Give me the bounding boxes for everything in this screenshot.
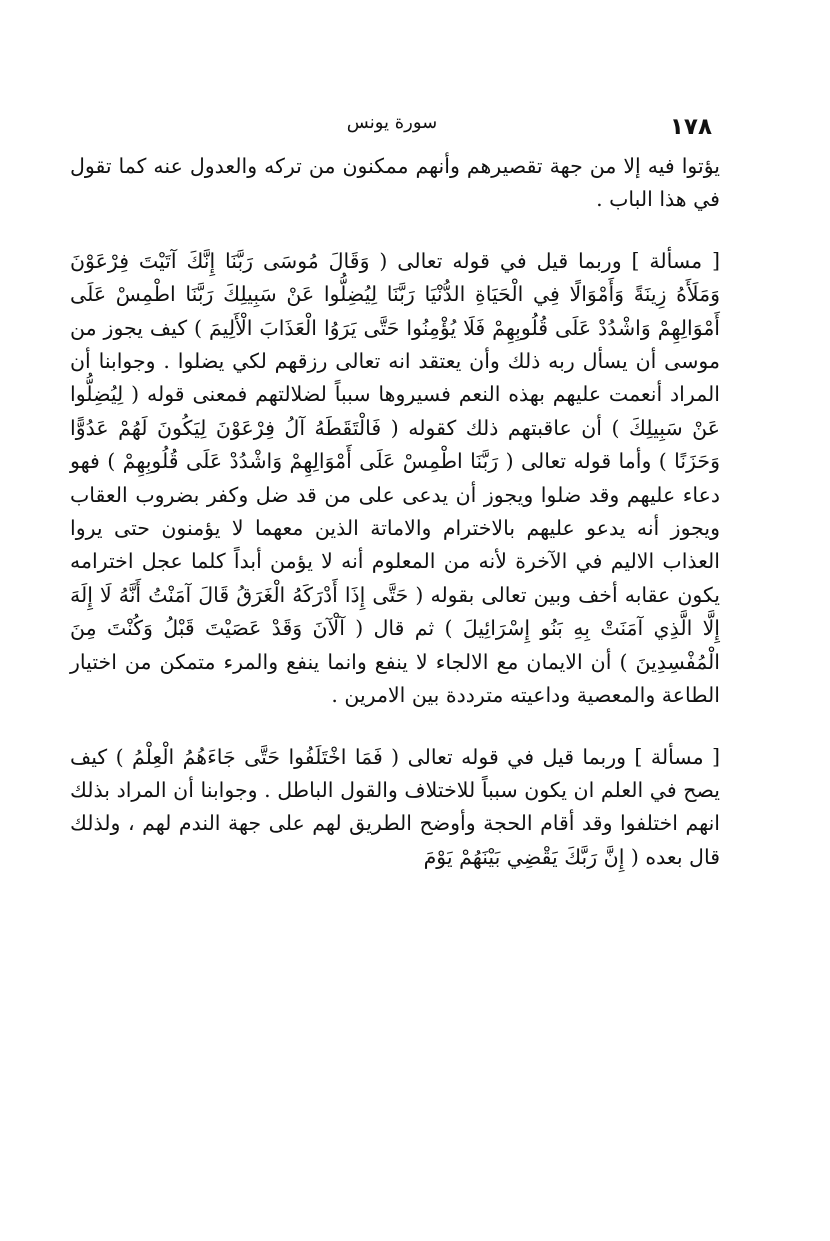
page-number: ١٧٨ [669,114,712,140]
body-text [70,150,720,874]
running-title: سورة يونس [346,112,438,133]
page-header [72,108,712,148]
paragraph-intro: يؤتوا فيه إلا من جهة تقصيرهم وأنهم ممكنون من تركه والعدول عنه كما تقول في هذا الباب . [70,154,720,212]
paragraph-question-ikhtilaf: [ مسألة ] وربما قيل في قوله تعالى ( فَمَا اخْتَلَفُوا حَتَّى جَاءَهُمُ الْعِلْمُ ) كيف يصح في العلم ان يكون سبباً للاختلاف والقول الباطل . وجوابنا أن المراد بذلك انهم اختلفوا وقد أقام الحجة وأوضح الطريق لهم على جهة الندم لهم ، ولذلك قال بعده ( إِنَّ رَبَّكَ يَقْضِي بَيْنَهُمْ يَوْمَ [70,744,720,869]
paragraph-question-musa: [ مسألة ] وربما قيل في قوله تعالى ( وَقَالَ مُوسَى رَبَّنَا إِنَّكَ آتَيْتَ فِرْعَوْنَ وَمَلَأَهُ زِينَةً وَأَمْوَالًا فِي الْحَيَاةِ الدُّنْيَا رَبَّنَا لِيُضِلُّوا عَنْ سَبِيلِكَ رَبَّنَا اطْمِسْ عَلَى أَمْوَالِهِمْ وَاشْدُدْ عَلَى قُلُوبِهِمْ فَلَا يُؤْمِنُوا حَتَّى يَرَوُا الْعَذَابَ الْأَلِيمَ ) كيف يجوز من موسى أن يسأل ربه ذلك وأن يعتقد انه تعالى رزقهم لكي يضلوا . وجوابنا أن المراد أنعمت عليهم بهذه النعم فسيروها سبباً لضلالتهم فمعنى قوله ( لِيُضِلُّوا عَنْ سَبِيلِكَ ) أن عاقبتهم ذلك كقوله ( فَالْتَقَطَهُ آلُ فِرْعَوْنَ لِيَكُونَ لَهُمْ عَدُوًّا وَحَزَنًا ) وأما قوله تعالى ( رَبَّنَا اطْمِسْ عَلَى أَمْوَالِهِمْ وَاشْدُدْ عَلَى قُلُوبِهِمْ ) فهو دعاء عليهم وقد ضلوا ويجوز أن يدعى على من قد ضل وكفر بضروب العقاب ويجوز أنه يدعو عليهم بالاخترام والاماتة الذين معهما لا يؤمنون حتى يروا العذاب الاليم في الآخرة لأنه من المعلوم أنه لا يؤمن أبداً كلما عجل اخترامه يكون عقابه أخف وبين تعالى بقوله ( حَتَّى إِذَا أَدْرَكَهُ الْغَرَقُ قَالَ آمَنْتُ أَنَّهُ لَا إِلَهَ إِلَّا الَّذِي آمَنَتْ بِهِ بَنُو إِسْرَائِيلَ ) ثم قال ( آلْآنَ وَقَدْ عَصَيْتَ قَبْلُ وَكُنْتَ مِنَ الْمُفْسِدِينَ ) أن الايمان مع الالجاء لا ينفع وانما ينفع والمرء متمكن من اختيار الطاعة والمعصية وداعيته مترددة بين الامرين . [70,248,720,708]
